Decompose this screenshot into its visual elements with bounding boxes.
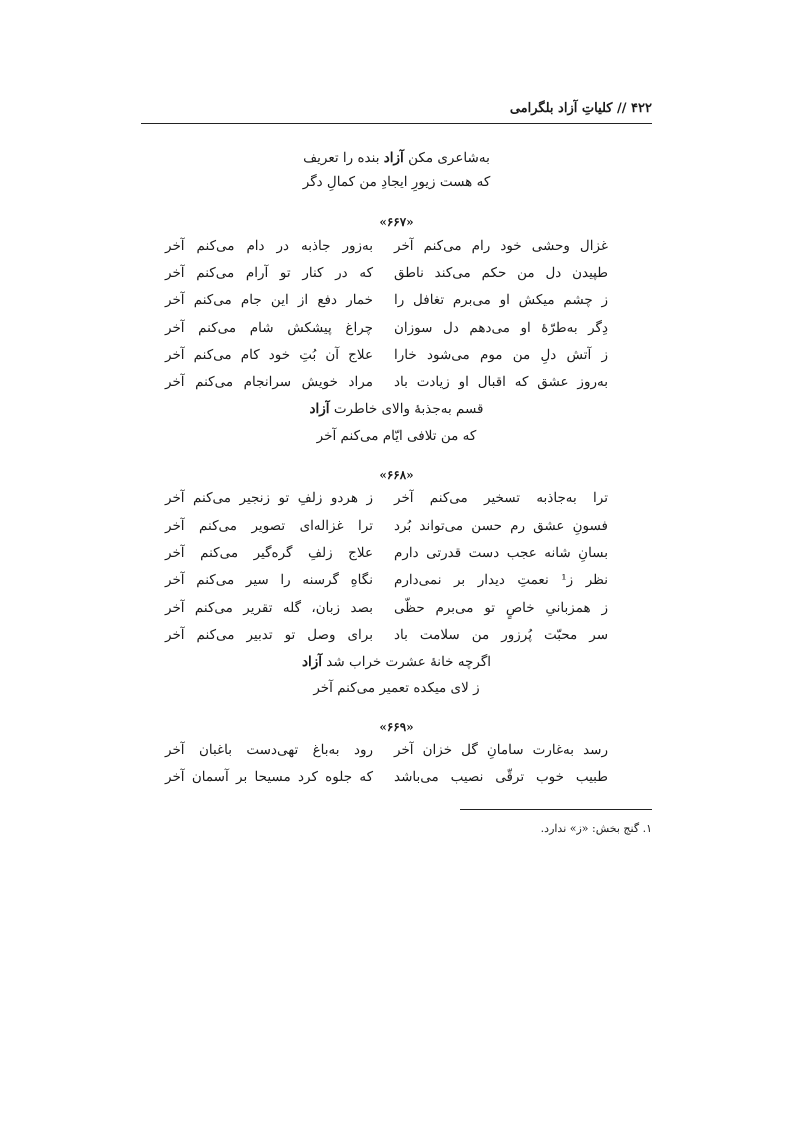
hemistich-first: دِگر به‌طرّهٔ او می‌دهم دل سوزان (394, 320, 608, 336)
hemistich-second: که جلوه کرد مسیحا بر آسمان آخر (165, 769, 373, 785)
running-head: ۴۲۲ // کلیاتِ آزاد بلگرامی (509, 101, 652, 116)
hemistich-second: که در کنار تو آرام می‌کنم آخر (165, 265, 373, 281)
hemistich-second: ترا غزاله‌ای تصویر می‌کنم آخر (165, 518, 373, 534)
hemistich-second: برای وصل تو تدبیر می‌کنم آخر (165, 627, 373, 643)
hemistich-second: به‌زور جاذبه در دام می‌کنم آخر (165, 238, 373, 254)
header-rule (141, 123, 652, 124)
footnote-rule (460, 809, 652, 810)
hemistich-first: رسد به‌غارت سامانِ گل خزان آخر (394, 742, 608, 758)
hemistich-first: به‌روز عشق که اقبال او زیادت باد (394, 374, 608, 390)
poem-number: «۶۶۹» (379, 720, 414, 734)
poem-number: «۶۶۷» (379, 215, 414, 229)
hemistich-first: غزال وحشی خود رام می‌کنم آخر (394, 238, 608, 254)
hemistich-first: ز چشم میکش او می‌برم تغافل را (394, 292, 608, 308)
intro-line-2: که هست زیورِ ایجادِ من کمالِ دگر (302, 174, 491, 190)
hemistich-second: مراد خویش سرانجام می‌کنم آخر (165, 374, 373, 390)
hemistich-first: سر محبّت پُرزور من سلامت باد (394, 627, 608, 643)
hemistich-first: ز آتش دلِ من موم می‌شود خارا (394, 347, 608, 363)
intro-line-1: به‌شاعری مکن آزاد بنده را تعریف (303, 150, 490, 166)
closing-line-1: قسم به‌جذبهٔ والای خاطرت آزاد (309, 401, 484, 417)
hemistich-first: بسانِ شانه عجب دست قدرتی دارم (394, 545, 608, 561)
closing-line-1: اگرچه خانهٔ عشرت خراب شد آزاد (301, 654, 492, 670)
hemistich-second: علاج آن بُتِ خود کام می‌کنم آخر (165, 347, 373, 363)
closing-line-2: ز لای میکده تعمیر می‌کنم آخر (313, 680, 480, 696)
poem-number: «۶۶۸» (379, 468, 414, 482)
hemistich-first: طبیب خوب ترقّی نصیب می‌باشد (394, 769, 608, 785)
hemistich-second: چراغ پیشکش شام می‌کنم آخر (165, 320, 373, 336)
hemistich-second: علاج زلفِ گره‌گیر می‌کنم آخر (165, 545, 373, 561)
hemistich-second: رود به‌باغ تهی‌دست باغبان آخر (165, 742, 373, 758)
hemistich-second: خمار دفع از این جام می‌کنم آخر (165, 292, 373, 308)
hemistich-first: نظر ز¹ نعمتِ دیدار بر نمی‌دارم (394, 572, 608, 588)
hemistich-first: ترا به‌جاذبه تسخیر می‌کنم آخر (394, 490, 608, 506)
footnote: ۱. گنج بخش: «ز» ندارد. (540, 822, 652, 835)
hemistich-first: ز همزبانیِ خاصٍ تو می‌برم حظّی (394, 600, 608, 616)
hemistich-second: نگاهِ گرسنه را سیر می‌کنم آخر (165, 572, 373, 588)
closing-line-2: که من تلافی ایّام می‌کنم آخر (316, 428, 477, 444)
hemistich-first: طپیدن دل من حکم می‌کند ناطق (394, 265, 608, 281)
hemistich-second: ز هردو زلفِ تو زنجیر می‌کنم آخر (165, 490, 373, 506)
hemistich-first: فسونِ عشق رم حسن می‌تواند بُرد (394, 518, 608, 534)
hemistich-second: بصد زبان، گله تقریر می‌کنم آخر (165, 600, 373, 616)
